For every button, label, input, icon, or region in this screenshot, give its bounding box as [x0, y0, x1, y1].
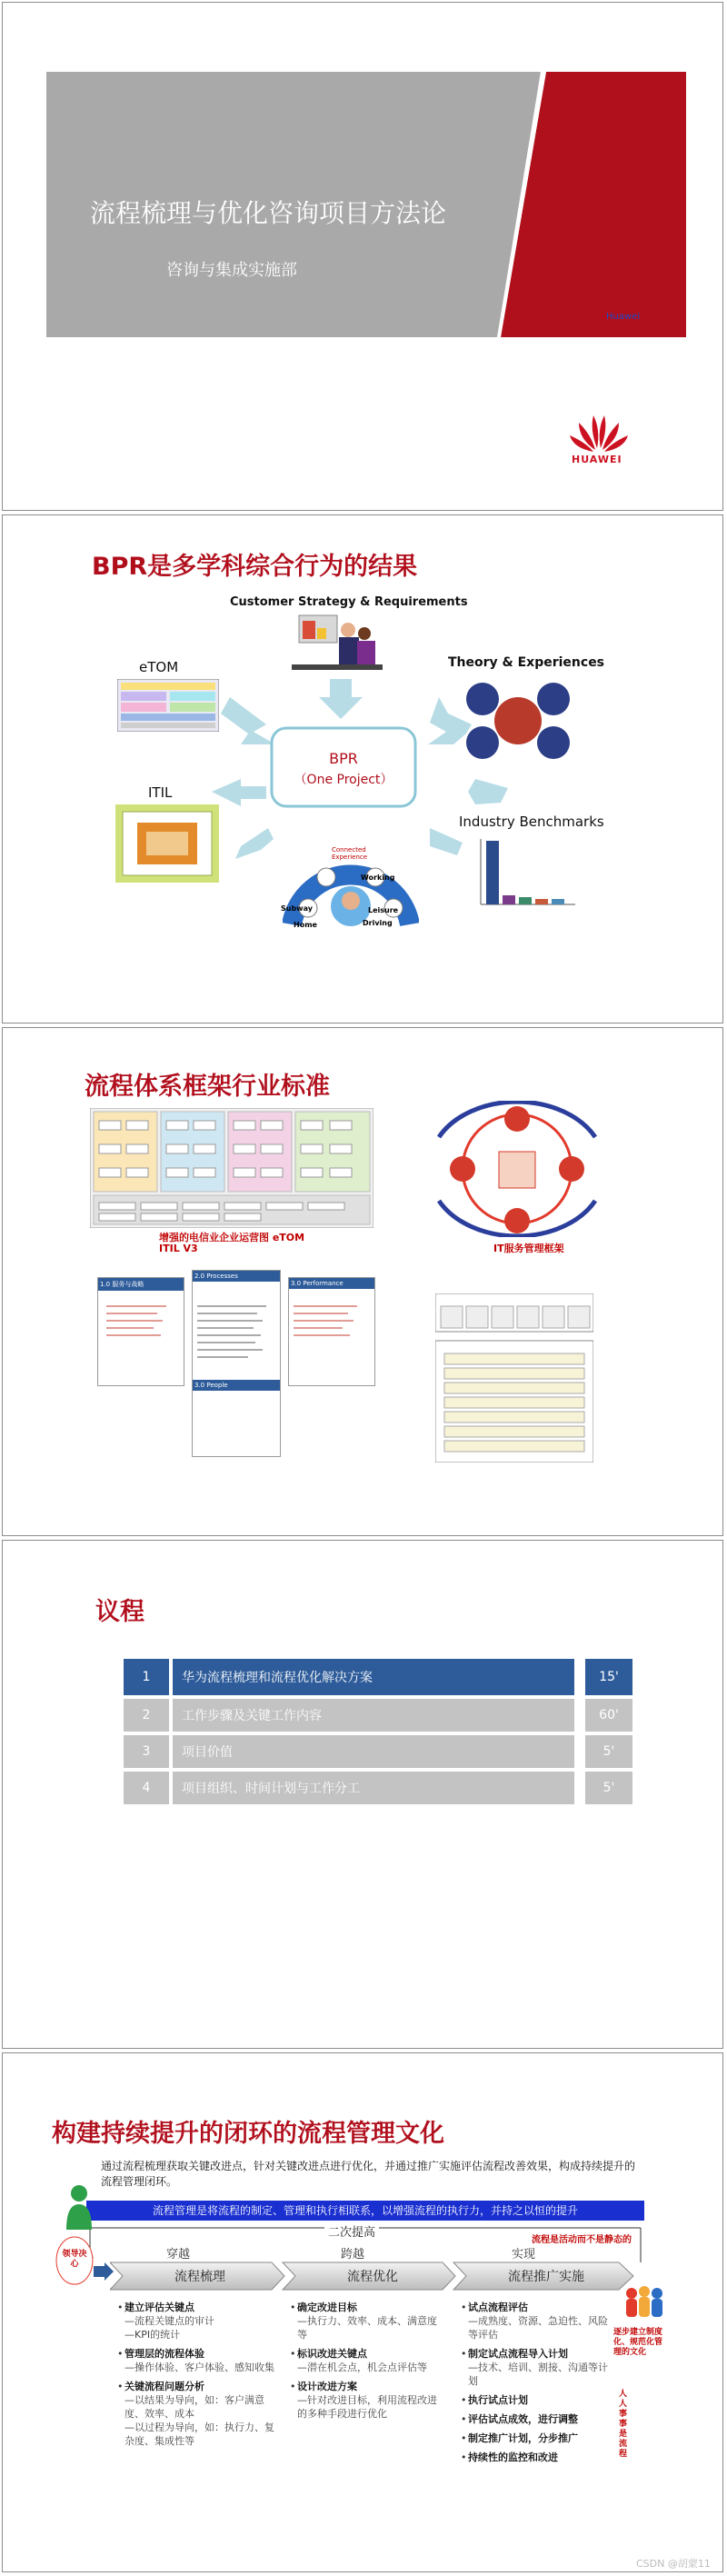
wheel-label-leisure: Leisure [368, 906, 399, 914]
slide-closed-loop [2, 2052, 723, 2572]
column-item-line: —潜在机会点，机会点评估等 [297, 2361, 427, 2373]
phase-1-label: 流程梳理 [174, 2270, 225, 2284]
leader-person-icon [59, 2182, 99, 2232]
bullet-dot-icon: • [461, 2301, 467, 2313]
wheel-label-home: Home [294, 921, 317, 929]
label-benchmarks: Industry Benchmarks [459, 814, 604, 830]
agenda-time: 15' [585, 1659, 632, 1695]
column-item-heading: 设计改进方案 [297, 2381, 357, 2392]
bullet-dot-icon: • [117, 2348, 124, 2360]
bullet-dot-icon: • [461, 2413, 467, 2425]
column-item-line: —KPI的统计 [124, 2329, 181, 2341]
column-item-line: —以过程为导向，如：执行力、复杂度、集成性等 [124, 2421, 274, 2447]
intro-paragraph: 通过流程梳理获取关键改进点，针对关键改进点进行优化，并通过推广实施评估流程改善效果，构成持续提升的流程管理闭环。 [101, 2160, 636, 2188]
agenda-number: 4 [124, 1772, 169, 1804]
watermark: CSDN @胡蒙11 [636, 2558, 711, 2570]
column-item [290, 2301, 444, 2341]
agenda-time: 60' [585, 1699, 632, 1732]
column-item-line: —流程关键点的审计 [124, 2315, 214, 2327]
column-item-heading: 管理层的流程体验 [124, 2348, 204, 2360]
wheel-label-subway: Subway [281, 904, 313, 913]
slide-title: 议程 [95, 1598, 144, 1626]
agenda-number: 3 [124, 1735, 169, 1768]
column-item [461, 2347, 608, 2388]
column-item [461, 2393, 608, 2407]
column-item [290, 2380, 444, 2421]
column-item [290, 2347, 444, 2374]
column-item-line: —成熟度、资源、急迫性、风险等评估 [468, 2315, 608, 2341]
column-item-line: —执行力、效率、成本、满意度等 [297, 2315, 437, 2341]
column-item-line: —操作体验、客户体验、感知收集 [124, 2361, 274, 2373]
column-item-heading: 试点流程评估 [468, 2301, 528, 2313]
bullet-dot-icon: • [290, 2381, 296, 2392]
panel-subheader: 3.0 People [193, 1380, 280, 1391]
column-item [461, 2301, 608, 2341]
slide-title: BPR是多学科综合行为的结果 [92, 553, 418, 581]
agenda-time: 5' [585, 1772, 632, 1804]
bullet-dot-icon: • [461, 2451, 467, 2463]
agenda-number: 2 [124, 1699, 169, 1732]
label-etom: eTOM [139, 659, 179, 675]
wheel-label-driving: Driving [363, 919, 393, 927]
agenda-row-1[interactable] [124, 1659, 632, 1695]
column-item [117, 2301, 279, 2341]
column-item-heading: 确定改进目标 [297, 2301, 357, 2313]
column-item [461, 2451, 608, 2464]
phases-row [110, 2262, 637, 2290]
panel-header: 1.0 服务与战略 [98, 1278, 184, 1291]
team-people-icon [621, 2284, 668, 2324]
agenda-row-2[interactable] [124, 1699, 632, 1732]
column-item-heading: 关键流程问题分析 [124, 2381, 204, 2392]
leader-bubble-text: 领导决心 [62, 2250, 87, 2269]
wheel-label-connected: Connected Experience [332, 846, 368, 861]
column-item [117, 2380, 279, 2448]
slide-agenda [2, 1540, 723, 2049]
column-item-heading: 执行试点计划 [468, 2394, 528, 2406]
right-vertical-note: 人人事事是流程 [619, 2390, 628, 2459]
agenda-text: 华为流程梳理和流程优化解决方案 [173, 1659, 574, 1695]
agenda-text: 项目价值 [173, 1735, 574, 1768]
huawei-logo-icon [568, 412, 630, 454]
caption-itil: ITIL V3 [159, 1243, 198, 1254]
column-rollout [461, 2301, 608, 2470]
caption-it-service: IT服务管理框架 [493, 1243, 564, 1254]
bullet-dot-icon: • [461, 2348, 467, 2360]
cover-small-label: Huawei [606, 312, 641, 322]
column-item [117, 2347, 279, 2374]
label-itil: ITIL [148, 784, 173, 801]
slide-title: 构建持续提升的闭环的流程管理文化 [52, 2120, 444, 2148]
column-item-heading: 制定推广计划，分步推广 [468, 2432, 578, 2444]
theory-circles-icon [461, 677, 575, 763]
column-item-heading: 评估试点成效，进行调整 [468, 2413, 578, 2425]
bullet-dot-icon: • [290, 2301, 296, 2313]
bpr-center-line2: （One Project） [294, 773, 393, 787]
etom-thumbnail [117, 679, 219, 732]
phase-3-label: 流程推广实施 [508, 2270, 584, 2284]
it-service-cycle-diagram [408, 1101, 626, 1237]
stage-label-2: 跨越 [341, 2248, 365, 2261]
banner-text: 流程管理是将流程的制定、管理和执行相联系，以增强流程的执行力，并持之以恒的提升 [152, 2204, 578, 2217]
panel-header: 2.0 Processes [193, 1271, 280, 1282]
bullet-dot-icon: • [117, 2381, 124, 2392]
stage-label-3: 实现 [512, 2248, 536, 2261]
agenda-time: 5' [585, 1735, 632, 1768]
label-theory: Theory & Experiences [448, 655, 605, 670]
column-optimizing [290, 2301, 444, 2426]
itil-panel-lines [103, 1301, 375, 1383]
column-item-line: —技术、培训、割接、沟通等计划 [468, 2361, 608, 2387]
cover-title: 流程梳理与优化咨询项目方法论 [90, 198, 447, 228]
slide-cover [2, 2, 723, 511]
phase-2-label: 流程优化 [347, 2270, 398, 2284]
agenda-row-4[interactable] [124, 1772, 632, 1804]
slide-bpr [2, 514, 723, 1023]
column-item-heading: 制定试点流程导入计划 [468, 2348, 568, 2360]
agenda-row-3[interactable] [124, 1735, 632, 1768]
banner [86, 2201, 644, 2221]
label-customer-strategy: Customer Strategy & Requirements [230, 595, 468, 609]
column-item-line: —以结果为导向，如：客户满意度、效率、成本 [124, 2394, 264, 2420]
column-item-heading: 标识改进关键点 [297, 2348, 367, 2360]
column-item [461, 2431, 608, 2445]
service-stack-diagram [435, 1293, 593, 1463]
column-item-line: —针对改进目标，利用流程改进的多种手段进行优化 [297, 2394, 437, 2420]
caption-etom: 增强的电信业企业运营图 eTOM [159, 1232, 305, 1243]
column-sorting [117, 2301, 279, 2453]
slide-frameworks [2, 1027, 723, 1536]
huawei-logo-text: HUAWEI [572, 454, 622, 465]
bpr-center-line1: BPR [329, 750, 358, 767]
slide-title: 流程体系框架行业标准 [85, 1073, 330, 1101]
second-improve-label: 二次提高 [324, 2222, 379, 2240]
cover-subtitle: 咨询与集成实施部 [166, 261, 297, 280]
column-item-heading: 建立评估关键点 [124, 2301, 194, 2313]
agenda-number: 1 [124, 1659, 169, 1695]
etom-framework-image [90, 1108, 373, 1228]
wheel-label-working: Working [361, 874, 395, 882]
itil-thumbnail [115, 804, 219, 883]
agenda-text: 项目组织、时间计划与工作分工 [173, 1772, 574, 1804]
agenda-text: 工作步骤及关键工作内容 [173, 1699, 574, 1732]
meeting-people-icon [292, 612, 383, 684]
bullet-dot-icon: • [117, 2301, 124, 2313]
column-item-heading: 持续性的监控和改进 [468, 2451, 558, 2463]
bullet-dot-icon: • [461, 2394, 467, 2406]
panel-header: 3.0 Performance [289, 1278, 374, 1289]
column-item [461, 2412, 608, 2426]
right-note: 逐步建立制度化、规范化管理的文化 [613, 2328, 663, 2357]
red-note: 流程是活动而不是静态的 [532, 2235, 632, 2245]
benchmark-bar-chart [470, 835, 579, 914]
bullet-dot-icon: • [461, 2432, 467, 2444]
leader-arrow-icon [94, 2262, 114, 2281]
bullet-dot-icon: • [290, 2348, 296, 2360]
stage-label-1: 穿越 [166, 2248, 191, 2261]
